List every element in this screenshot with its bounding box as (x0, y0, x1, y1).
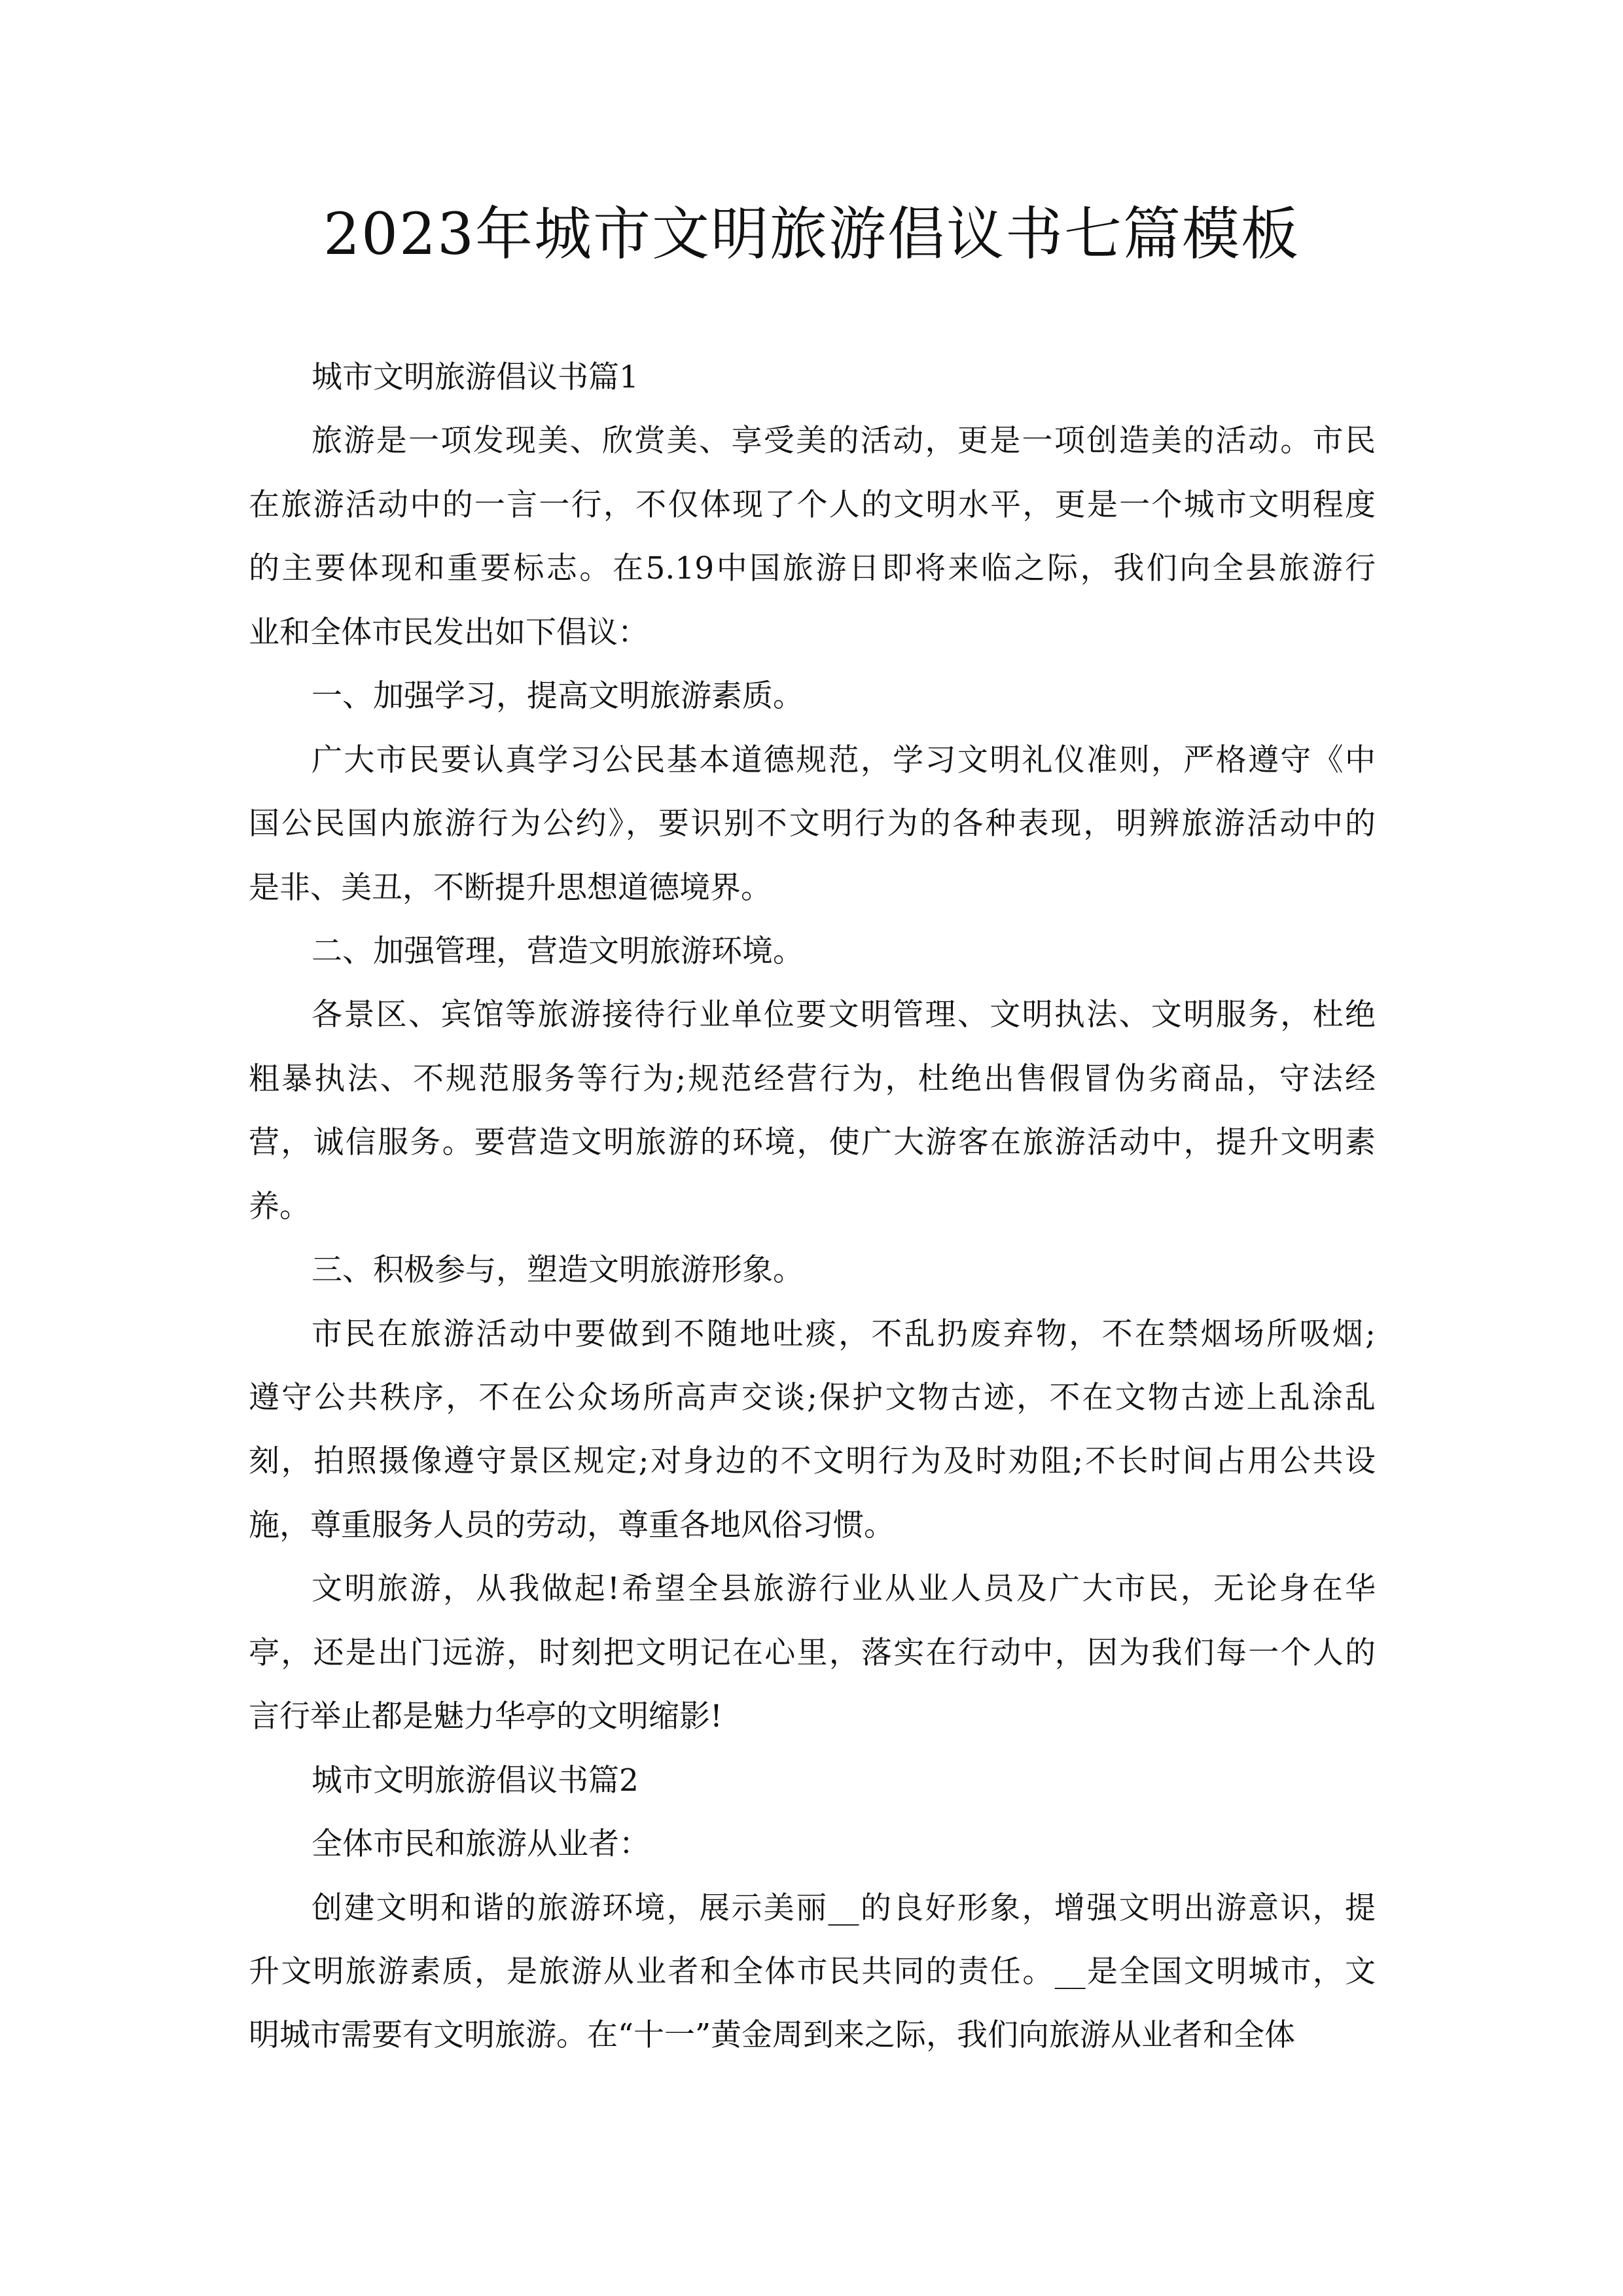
text-line: 的主要体现和重要标志。在5.19中国旅游日即将来临之际，我们向全县旅游行 (249, 550, 1376, 587)
text-line: 各景区、宾馆等旅游接待行业单位要文明管理、文明执法、文明服务，杜绝 (312, 997, 1376, 1033)
text-line: 三、积极参与，塑造文明旅游形象。 (312, 1252, 804, 1289)
text-line: 城市文明旅游倡议书篇1 (312, 359, 639, 395)
paragraph (249, 920, 1376, 983)
paragraph (249, 1876, 1376, 2068)
paragraph (249, 409, 1376, 664)
text-line: 旅游是一项发现美、欣赏美、享受美的活动，更是一项创造美的活动。市民 (312, 423, 1376, 459)
text-line: 施，尊重服务人员的劳动，尊重各地风俗习惯。 (249, 1507, 895, 1543)
text-line: 刻，拍照摄像遵守景区规定;对身边的不文明行为及时劝阻;不长时间占用公共设 (249, 1443, 1376, 1480)
text-line: 业和全体市民发出如下倡议： (249, 614, 649, 651)
text-line: 言行举止都是魅力华亭的文明缩影! (249, 1698, 722, 1735)
text-line: 市民在旅游活动中要做到不随地吐痰，不乱扔废弃物，不在禁烟场所吸烟; (312, 1316, 1376, 1352)
paragraph (249, 1557, 1376, 1748)
paragraph (249, 983, 1376, 1238)
paragraph (249, 664, 1376, 728)
text-line: 城市文明旅游倡议书篇2 (312, 1762, 639, 1799)
text-line: 营，诚信服务。要营造文明旅游的环境，使广大游客在旅游活动中，提升文明素 (249, 1124, 1376, 1161)
text-line: 粗暴执法、不规范服务等行为;规范经营行为，杜绝出售假冒伪劣商品，守法经 (249, 1060, 1376, 1097)
text-line: 明城市需要有文明旅游。在“十一”黄金周到来之际，我们向旅游从业者和全体 (249, 2017, 1296, 2054)
text-line: 是非、美丑，不断提升思想道德境界。 (249, 869, 772, 906)
document-title: 2023年城市文明旅游倡议书七篇模板 (323, 200, 1300, 268)
text-line: 国公民国内旅游行为公约》，要识别不文明行为的各种表现，明辨旅游活动中的 (249, 806, 1376, 842)
text-line: 在旅游活动中的一言一行，不仅体现了个人的文明水平，更是一个城市文明程度 (249, 486, 1376, 523)
paragraph (249, 1812, 1376, 1876)
text-line: 遵守公共秩序，不在公众场所高声交谈;保护文物古迹，不在文物古迹上乱涂乱 (249, 1380, 1376, 1416)
text-line: 一、加强学习，提高文明旅游素质。 (312, 678, 804, 715)
text-line: 养。 (249, 1188, 310, 1225)
text-line: 文明旅游，从我做起!希望全县旅游行业从业人员及广大市民，无论身在华 (312, 1571, 1376, 1607)
paragraph (249, 346, 1376, 409)
document-body (249, 346, 1376, 2068)
text-line: 广大市民要认真学习公民基本道德规范，学习文明礼仪准则，严格遵守《中 (312, 742, 1376, 778)
text-line: 升文明旅游素质，是旅游从业者和全体市民共同的责任。__是全国文明城市，文 (249, 1953, 1376, 1990)
paragraph (249, 1749, 1376, 1812)
text-line: 全体市民和旅游从业者： (312, 1826, 650, 1863)
text-line: 二、加强管理，营造文明旅游环境。 (312, 933, 804, 969)
paragraph (249, 1302, 1376, 1558)
paragraph (249, 1238, 1376, 1302)
text-line: 创建文明和谐的旅游环境，展示美丽__的良好形象，增强文明出游意识，提 (312, 1890, 1376, 1926)
paragraph (249, 728, 1376, 920)
text-line: 亭，还是出门远游，时刻把文明记在心里，落实在行动中，因为我们每一个人的 (249, 1634, 1376, 1671)
